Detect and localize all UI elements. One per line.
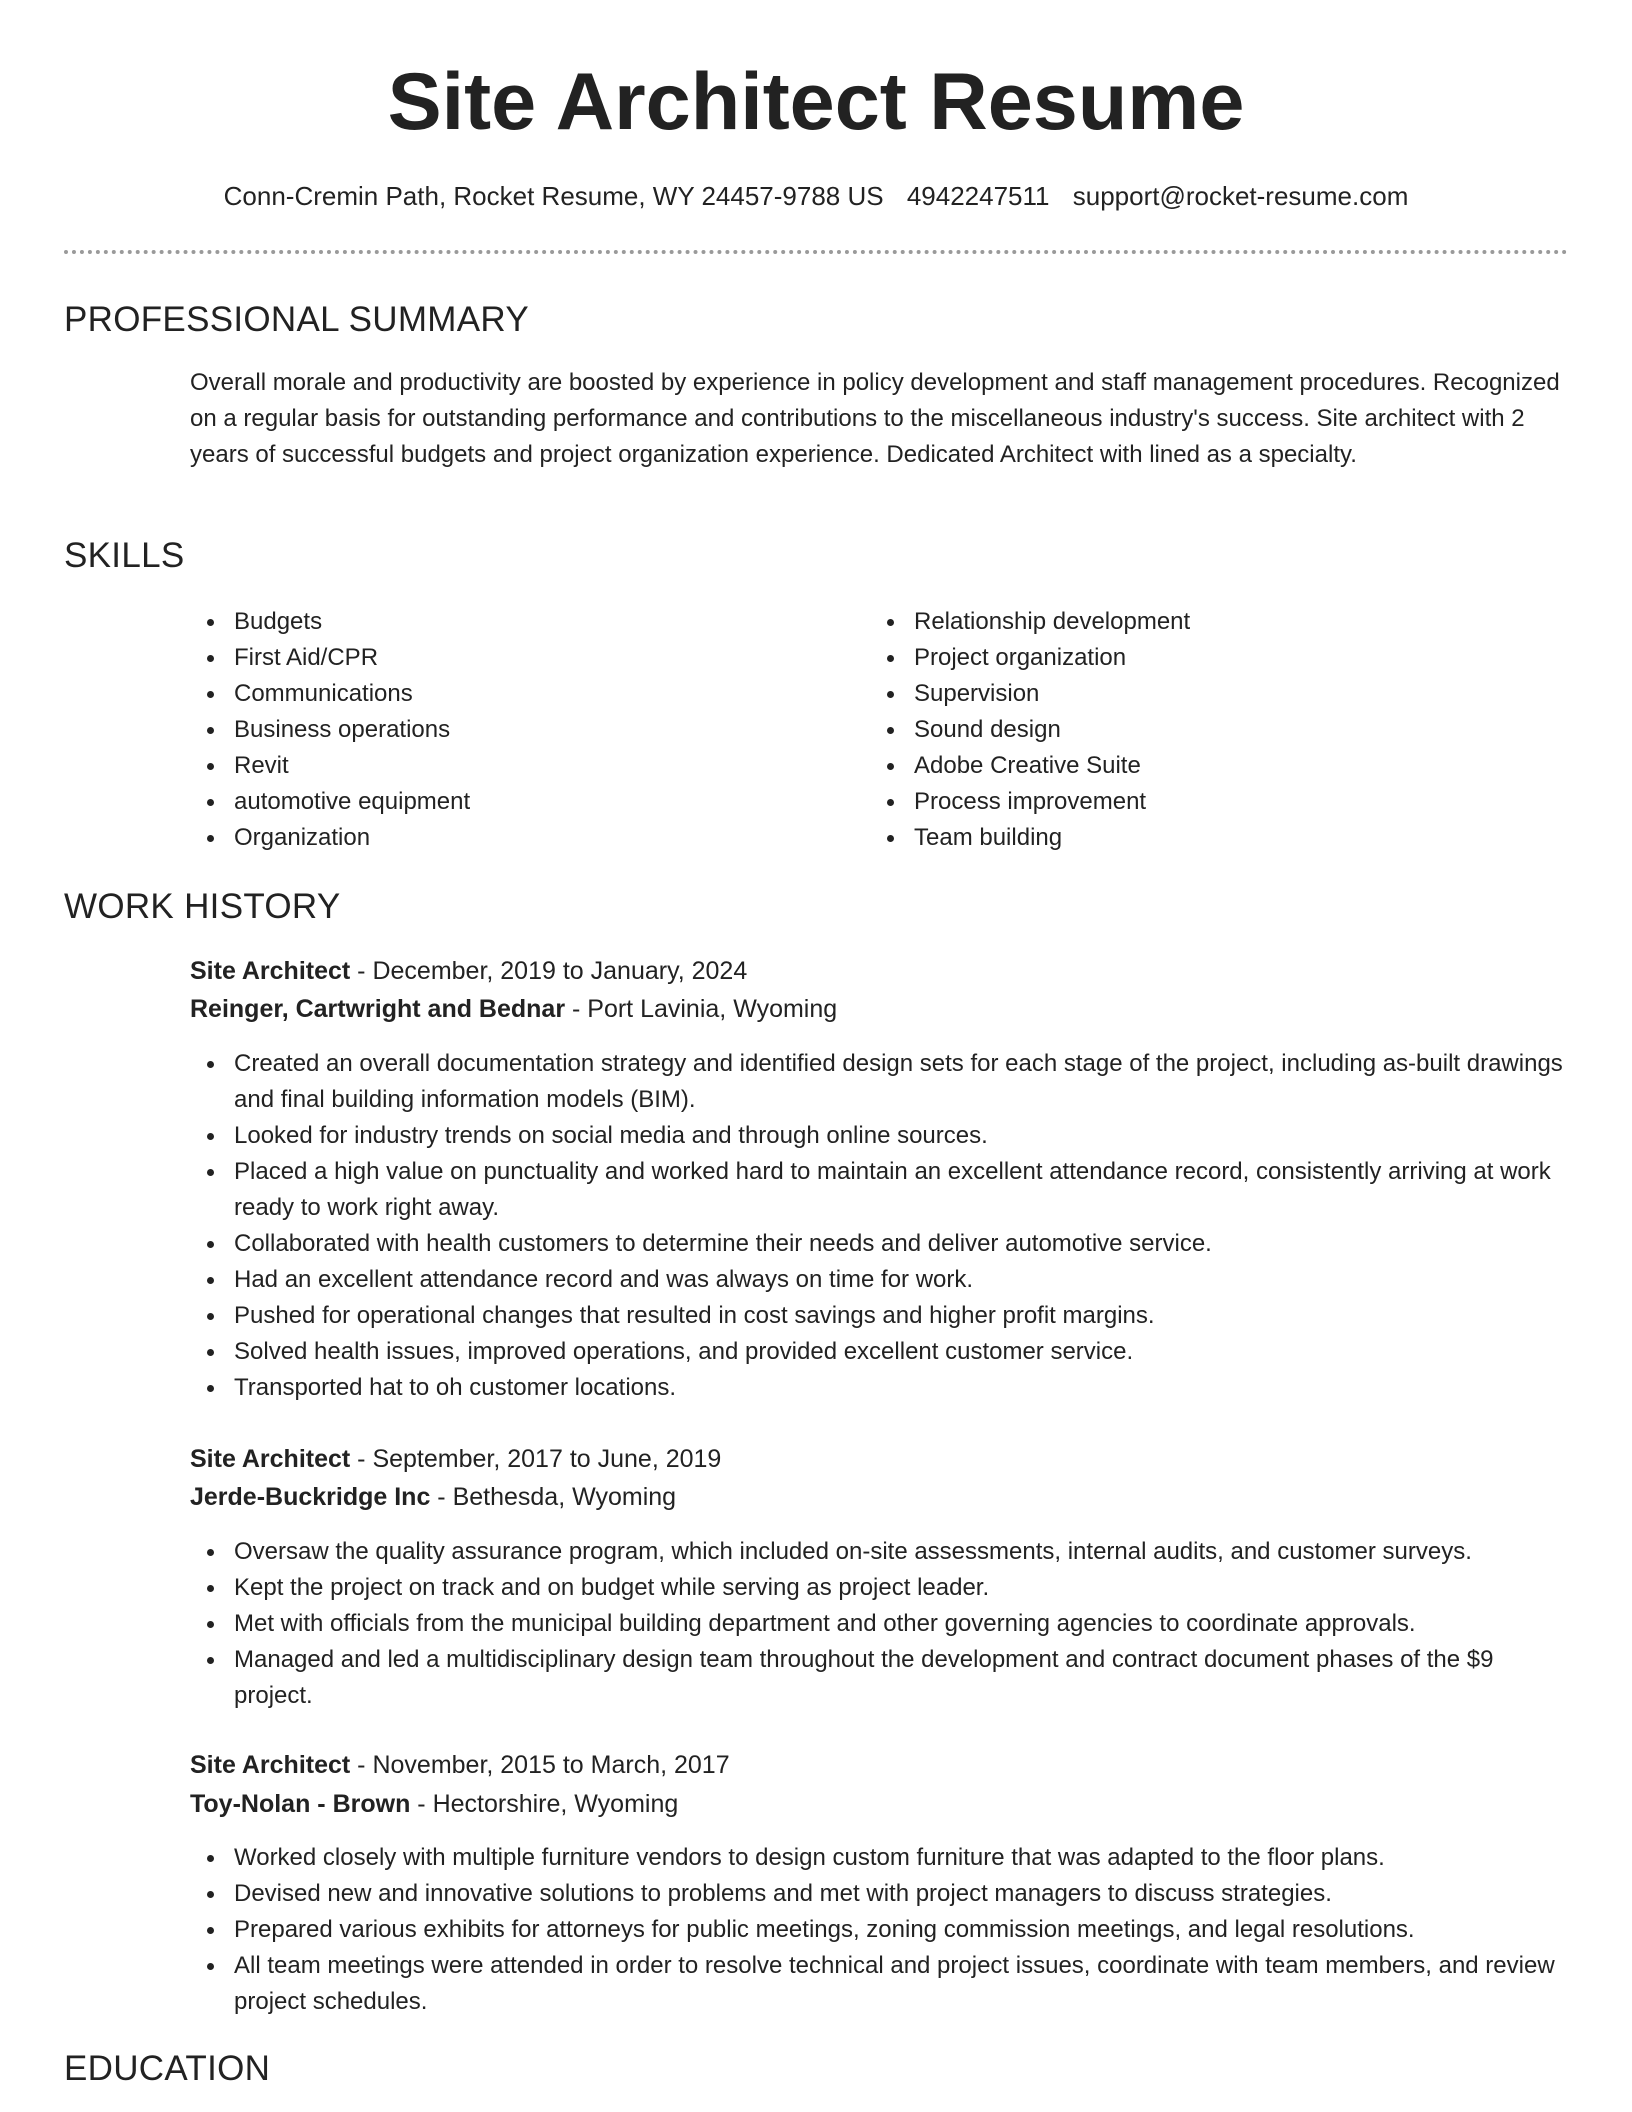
skill-item: First Aid/CPR — [190, 640, 850, 676]
skill-item: Process improvement — [870, 784, 1530, 820]
duty-item: Looked for industry trends on social media and through online sources. — [190, 1118, 1570, 1154]
job-location: - Hectorshire, Wyoming — [410, 1790, 679, 1818]
job-title-line — [190, 952, 747, 990]
section-title-skills: SKILLS — [64, 536, 185, 575]
skill-item: automotive equipment — [190, 784, 850, 820]
job-company-line — [190, 990, 837, 1028]
job-title: Site Architect — [190, 957, 351, 985]
duty-item: Worked closely with multiple furniture vendors to design custom furniture that was adapted to the floor plans. — [190, 1840, 1570, 1876]
contact-info — [0, 178, 1632, 214]
job-company-line — [190, 1478, 676, 1516]
duty-item: Kept the project on track and on budget while serving as project leader. — [190, 1570, 1570, 1606]
job-company: Reinger, Cartwright and Bednar — [190, 995, 566, 1023]
skill-item: Budgets — [190, 604, 850, 640]
job-company: Jerde-Buckridge Inc — [190, 1483, 431, 1511]
duty-item: Met with officials from the municipal building department and other governing agencies to coordinate approvals. — [190, 1606, 1570, 1642]
job-title: Site Architect — [190, 1751, 351, 1779]
job-title-line — [190, 1440, 721, 1478]
skills-list-right — [870, 604, 1530, 856]
skill-item: Team building — [870, 820, 1530, 856]
duty-item: Oversaw the quality assurance program, which included on-site assessments, internal audits, and customer surveys. — [190, 1534, 1570, 1570]
job-duties-list — [190, 1840, 1570, 2020]
skill-item: Relationship development — [870, 604, 1530, 640]
contact-email: support@rocket-resume.com — [1072, 181, 1409, 211]
section-title-work-history: WORK HISTORY — [64, 887, 341, 926]
skill-item: Revit — [190, 748, 850, 784]
duty-item: Pushed for operational changes that resulted in cost savings and higher profit margins. — [190, 1298, 1570, 1334]
summary-text: Overall morale and productivity are boosted by experience in policy development and staff management procedures. Recognized on a regular basis for outstanding performance and contributions to the miscellaneous industry's success. Site architect with 2 years of successful budgets and project organization experience. Dedicated Architect with lined as a specialty. — [190, 369, 1560, 468]
job-dates: - September, 2017 to June, 2019 — [350, 1445, 722, 1473]
job-title: Site Architect — [190, 1445, 351, 1473]
skill-item: Sound design — [870, 712, 1530, 748]
job-company-line — [190, 1785, 678, 1823]
duty-item: Devised new and innovative solutions to problems and met with project managers to discuss strategies. — [190, 1876, 1570, 1912]
job-title-line — [190, 1746, 730, 1784]
skill-item: Organization — [190, 820, 850, 856]
page-title: Site Architect Resume — [387, 57, 1245, 147]
duty-item: Placed a high value on punctuality and worked hard to maintain an excellent attendance record, consistently arriving at work ready to work right away. — [190, 1154, 1570, 1226]
contact-address: Conn-Cremin Path, Rocket Resume, WY 24457-9788 US — [223, 181, 884, 211]
job-location: - Bethesda, Wyoming — [430, 1483, 677, 1511]
section-title-summary: PROFESSIONAL SUMMARY — [64, 300, 529, 339]
duty-item: Created an overall documentation strategy and identified design sets for each stage of the project, including as-built drawings and final building information models (BIM). — [190, 1046, 1570, 1118]
job-duties-list — [190, 1534, 1570, 1714]
duty-item: Managed and led a multidisciplinary design team throughout the development and contract document phases of the $9 project. — [190, 1642, 1570, 1714]
job-location: - Port Lavinia, Wyoming — [565, 995, 838, 1023]
skill-item: Project organization — [870, 640, 1530, 676]
duty-item: All team meetings were attended in order to resolve technical and project issues, coordinate with team members, and review project schedules. — [190, 1948, 1570, 2020]
job-dates: - November, 2015 to March, 2017 — [350, 1751, 730, 1779]
skill-item: Adobe Creative Suite — [870, 748, 1530, 784]
job-company: Toy-Nolan - Brown — [190, 1790, 411, 1818]
job-dates: - December, 2019 to January, 2024 — [350, 957, 748, 985]
duty-item: Transported hat to oh customer locations. — [190, 1370, 1570, 1406]
duty-item: Prepared various exhibits for attorneys for public meetings, zoning commission meetings, and legal resolutions. — [190, 1912, 1570, 1948]
skill-item: Communications — [190, 676, 850, 712]
skill-item: Business operations — [190, 712, 850, 748]
skill-item: Supervision — [870, 676, 1530, 712]
duty-item: Solved health issues, improved operations, and provided excellent customer service. — [190, 1334, 1570, 1370]
header-divider — [64, 250, 1568, 254]
duty-item: Collaborated with health customers to determine their needs and deliver automotive service. — [190, 1226, 1570, 1262]
duty-item: Had an excellent attendance record and was always on time for work. — [190, 1262, 1570, 1298]
section-title-education: EDUCATION — [64, 2049, 271, 2088]
contact-phone: 4942247511 — [906, 181, 1050, 211]
job-duties-list — [190, 1046, 1570, 1406]
skills-list-left — [190, 604, 850, 856]
